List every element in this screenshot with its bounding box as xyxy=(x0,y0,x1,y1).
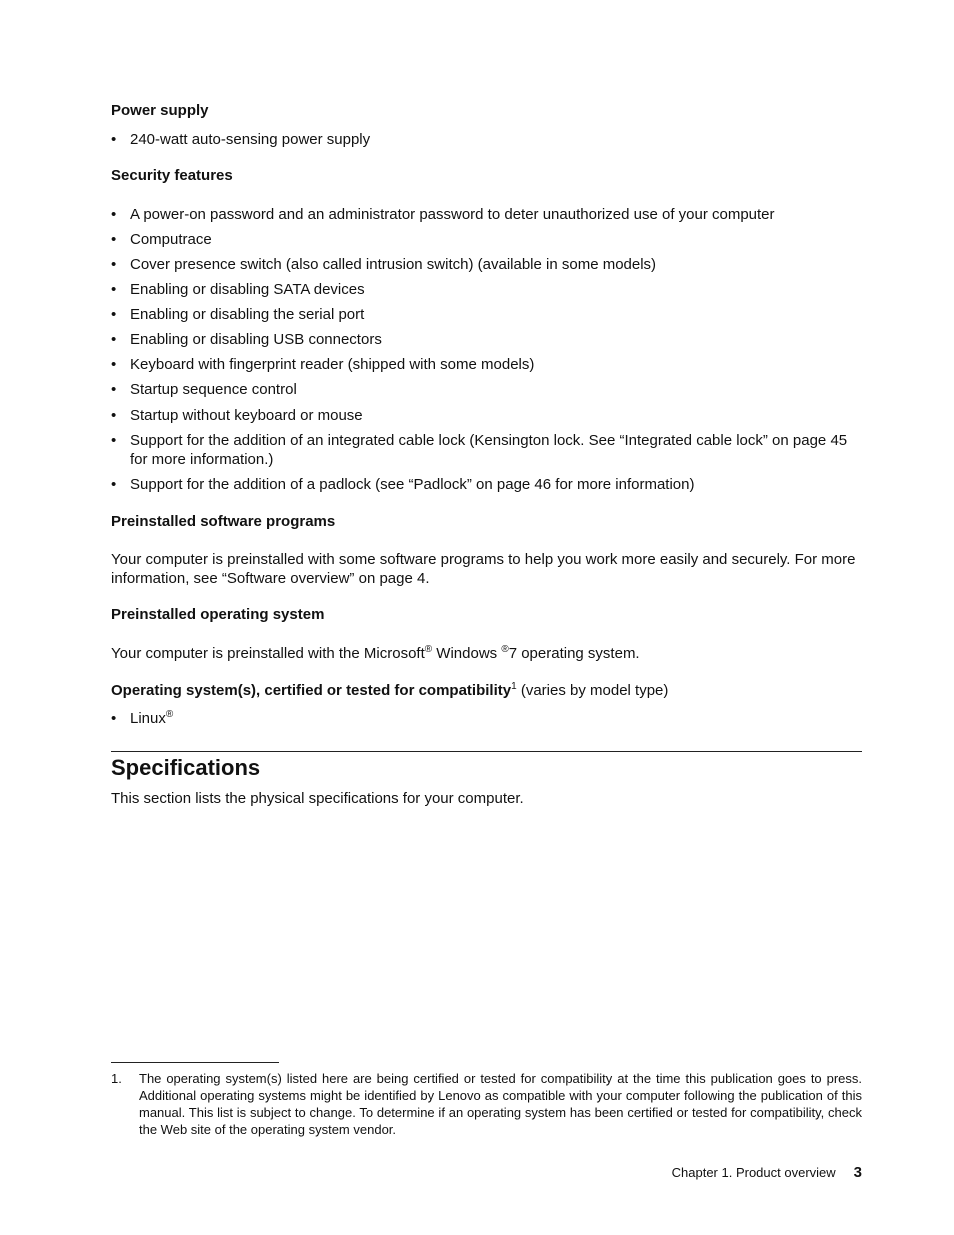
compatibility-heading-line xyxy=(111,681,862,700)
power-supply-list xyxy=(111,130,862,149)
compatible-os-list xyxy=(111,709,862,728)
bullet: • xyxy=(111,331,117,348)
footnote-reference: 1 xyxy=(511,681,517,692)
power-supply-heading: Power supply xyxy=(111,102,209,119)
list-item: • Enabling or disabling USB connectors xyxy=(111,331,382,348)
list-item: • Startup without keyboard or mouse xyxy=(111,407,363,424)
page-number: 3 xyxy=(853,1164,862,1181)
bullet: • xyxy=(111,432,117,449)
preinstalled-os-text: Your computer is preinstalled with the Microsoft® Windows ®7 operating system. xyxy=(111,644,640,662)
footnote-divider xyxy=(111,1062,279,1063)
registered-mark: ® xyxy=(165,709,174,720)
preinstalled-os-heading: Preinstalled operating system xyxy=(111,606,325,623)
chapter-label: Chapter 1. Product overview xyxy=(671,1165,836,1180)
registered-mark: ® xyxy=(424,644,433,655)
bullet: • xyxy=(111,476,117,493)
bullet: • xyxy=(111,231,117,248)
list-item: • Startup sequence control xyxy=(111,381,297,398)
preinstalled-software-heading: Preinstalled software programs xyxy=(111,513,336,530)
list-item: • Computrace xyxy=(111,231,212,248)
specifications-intro: This section lists the physical specifications for your computer. xyxy=(111,790,524,807)
list-item: • Linux® xyxy=(111,709,174,727)
security-features-heading: Security features xyxy=(111,167,233,184)
compatibility-note: (varies by model type) xyxy=(516,682,669,699)
footnote xyxy=(111,1070,862,1138)
list-item: • Keyboard with fingerprint reader (shipped with some models) xyxy=(111,356,535,373)
list-item: • Support for the addition of a padlock (see “Padlock” on page 46 for more information) xyxy=(111,476,695,493)
list-item: • Enabling or disabling the serial port xyxy=(111,306,365,323)
bullet: • xyxy=(111,206,117,223)
list-item: • Support for the addition of an integrated cable lock (Kensington lock. See “Integrated cable lock” on page 45 for more information.) xyxy=(111,432,848,468)
security-features-list xyxy=(111,205,862,494)
bullet: • xyxy=(111,131,117,148)
bullet: • xyxy=(111,710,117,727)
bullet: • xyxy=(111,256,117,273)
compatibility-heading: Operating system(s), certified or tested for compatibility xyxy=(111,682,512,699)
preinstalled-software-text: Your computer is preinstalled with some software programs to help you work more easily and securely. For more information, see “Software overview” on page 4. xyxy=(111,551,856,587)
list-item: • A power-on password and an administrator password to deter unauthorized use of your computer xyxy=(111,206,775,223)
list-item: • Cover presence switch (also called intrusion switch) (available in some models) xyxy=(111,256,657,273)
bullet: • xyxy=(111,306,117,323)
bullet: • xyxy=(111,407,117,424)
bullet: • xyxy=(111,356,117,373)
footnote-text: The operating system(s) listed here are being certified or tested for compatibility at the time this publication goes to press. Additional operating systems might be identified by Lenovo as compatible with your computer following the publication of this manual. This list is subject to change. To determine if an operating system has been certified or tested for compatibility, check the Web site of the operating system vendor. xyxy=(139,1071,862,1137)
registered-mark: ® xyxy=(501,644,509,655)
bullet: • xyxy=(111,381,117,398)
list-item: • 240-watt auto-sensing power supply xyxy=(111,131,371,148)
footnote-number: 1. xyxy=(111,1071,122,1086)
bullet: • xyxy=(111,281,117,298)
list-item: • Enabling or disabling SATA devices xyxy=(111,281,365,298)
page-footer xyxy=(672,1164,862,1182)
section-divider xyxy=(111,751,862,752)
specifications-title: Specifications xyxy=(111,755,261,780)
